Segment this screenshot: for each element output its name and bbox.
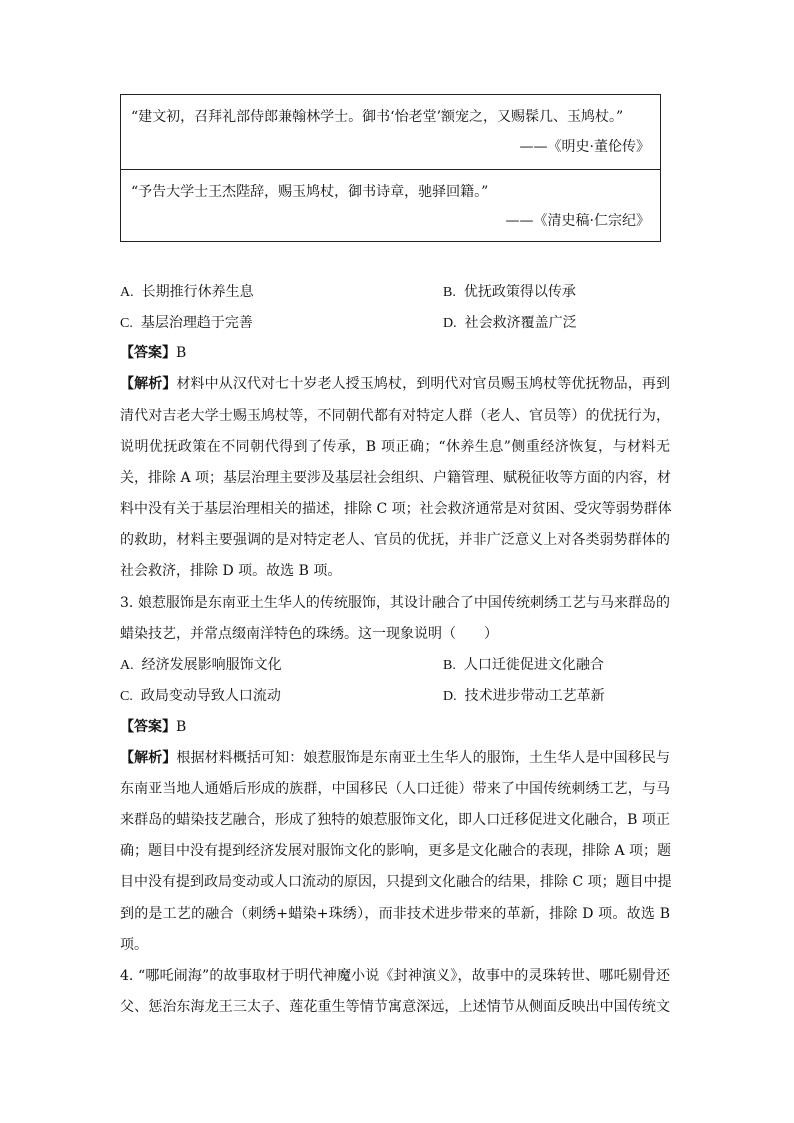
question-stem-line: 4. “哪吒闹海”的故事取材于明代神魔小说《封神演义》，故事中的灵珠转世、哪吒剔骨还 [120, 968, 670, 984]
quote-text: “建文初，召拜礼部侍郎兼翰林学士。御书‘怡老堂’额宠之，又赐髹几、玉鸠杖。” [131, 109, 624, 125]
source-material-box [120, 94, 661, 242]
analysis-line: 确；题目中没有提到经济发展对服饰文化的影响，更多是文化融合的表现，排除 A 项；题 [120, 843, 672, 859]
analysis-label: 【解析】 [120, 376, 177, 392]
option-letter: A. [120, 658, 134, 673]
option-b [443, 655, 604, 676]
analysis-line: 到的是工艺的融合（刺绣+蜡染+珠绣），而非技术进步带来的革新，排除 D 项。故选 B [120, 906, 670, 922]
analysis-text: 材料中从汉代对七十岁老人授玉鸠杖，到明代对官员赐玉鸠杖等优抚物品，再到 [176, 376, 670, 392]
analysis-line: 料中没有关于基层治理相关的描述，排除 C 项；社会救济通常是对贫困、受灾等弱势群体 [120, 501, 672, 517]
option-text: 人口迁徙促进文化融合 [463, 657, 604, 673]
quote-source: ——《清史稿·仁宗纪》 [505, 213, 650, 229]
quote-text: “予告大学士王杰陛辞，赐玉鸠杖，御书诗章，驰驿回籍。” [131, 184, 489, 200]
option-d [443, 686, 605, 707]
answer-label: 【答案】 [120, 719, 176, 735]
analysis-line: 说明优抚政策在不同朝代得到了传承，B 项正确；“休养生息”侧重经济恢复，与材料无 [120, 439, 670, 455]
option-b [443, 282, 576, 303]
option-text: 社会救济覆盖广泛 [464, 315, 577, 331]
option-a [120, 282, 254, 303]
analysis-line: 项。 [120, 937, 148, 953]
question-stem-line: 蜡染技艺，并常点缀南洋特色的珠绣。这一现象说明（ ） [120, 626, 498, 642]
quote-cell-1 [121, 95, 660, 169]
analysis-line: 目中没有提到政局变动或人口流动的原因，只提到文化融合的结果，排除 C 项；题目中提 [120, 874, 672, 890]
answer-value: B [176, 719, 187, 735]
analysis-line: 东南亚当地人通婚后形成的族群，中国移民（人口迁徙）带来了中国传统刺绣工艺，与马 [120, 781, 670, 797]
answer-line [120, 343, 186, 363]
analysis-line: 社会救济，排除 D 项。故选 B 项。 [120, 563, 342, 579]
option-letter: D. [443, 689, 457, 704]
question-stem-line: 3. 娘惹服饰是东南亚土生华人的传统服饰，其设计融合了中国传统刺绣工艺与马来群岛的 [120, 595, 670, 611]
analysis-line: 清代对吉老大学士赐玉鸠杖等，不同朝代都有对特定人群（老人、官员等）的优抚行为， [120, 408, 670, 424]
quote-cell-2 [121, 169, 660, 243]
analysis-line: 关，排除 A 项；基层治理主要涉及基层社会组织、户籍管理、赋税征收等方面的内容，材 [120, 470, 672, 486]
analysis-line: 来群岛的蜡染技艺融合，形成了独特的娘惹服饰文化，即人口迁移促进文化融合，B 项正 [120, 812, 670, 828]
option-letter: C. [120, 316, 133, 331]
option-letter: A. [120, 285, 134, 300]
option-text: 长期推行休养生息 [141, 284, 254, 300]
answer-value: B [176, 345, 187, 361]
option-text: 经济发展影响服饰文化 [141, 657, 282, 673]
option-text: 政局变动导致人口流动 [140, 688, 281, 704]
option-a [120, 655, 282, 676]
option-text: 技术进步带动工艺革新 [464, 688, 605, 704]
question-stem-line: 父、惩治东海龙王三太子、莲花重生等情节寓意深远，上述情节从侧面反映出中国传统文 [120, 999, 670, 1015]
analysis-line [120, 374, 670, 394]
analysis-line [120, 748, 670, 768]
option-text: 基层治理趋于完善 [140, 315, 253, 331]
quote-source: ——《明史·董伦传》 [519, 139, 650, 155]
analysis-text: 根据材料概括可知：娘惹服饰是东南亚土生华人的服饰，土生华人是中国移民与 [176, 750, 670, 766]
analysis-label: 【解析】 [120, 750, 177, 766]
answer-label: 【答案】 [120, 345, 176, 361]
option-c [120, 686, 281, 707]
option-letter: B. [443, 658, 456, 673]
analysis-line: 的救助，材料主要强调的是对特定老人、官员的优抚，并非广泛意义上对各类弱势群体的 [120, 532, 670, 548]
option-text: 优抚政策得以传承 [463, 284, 576, 300]
option-c [120, 313, 253, 334]
answer-line [120, 717, 186, 737]
option-letter: C. [120, 689, 133, 704]
option-letter: D. [443, 316, 457, 331]
option-d [443, 313, 577, 334]
option-letter: B. [443, 285, 456, 300]
